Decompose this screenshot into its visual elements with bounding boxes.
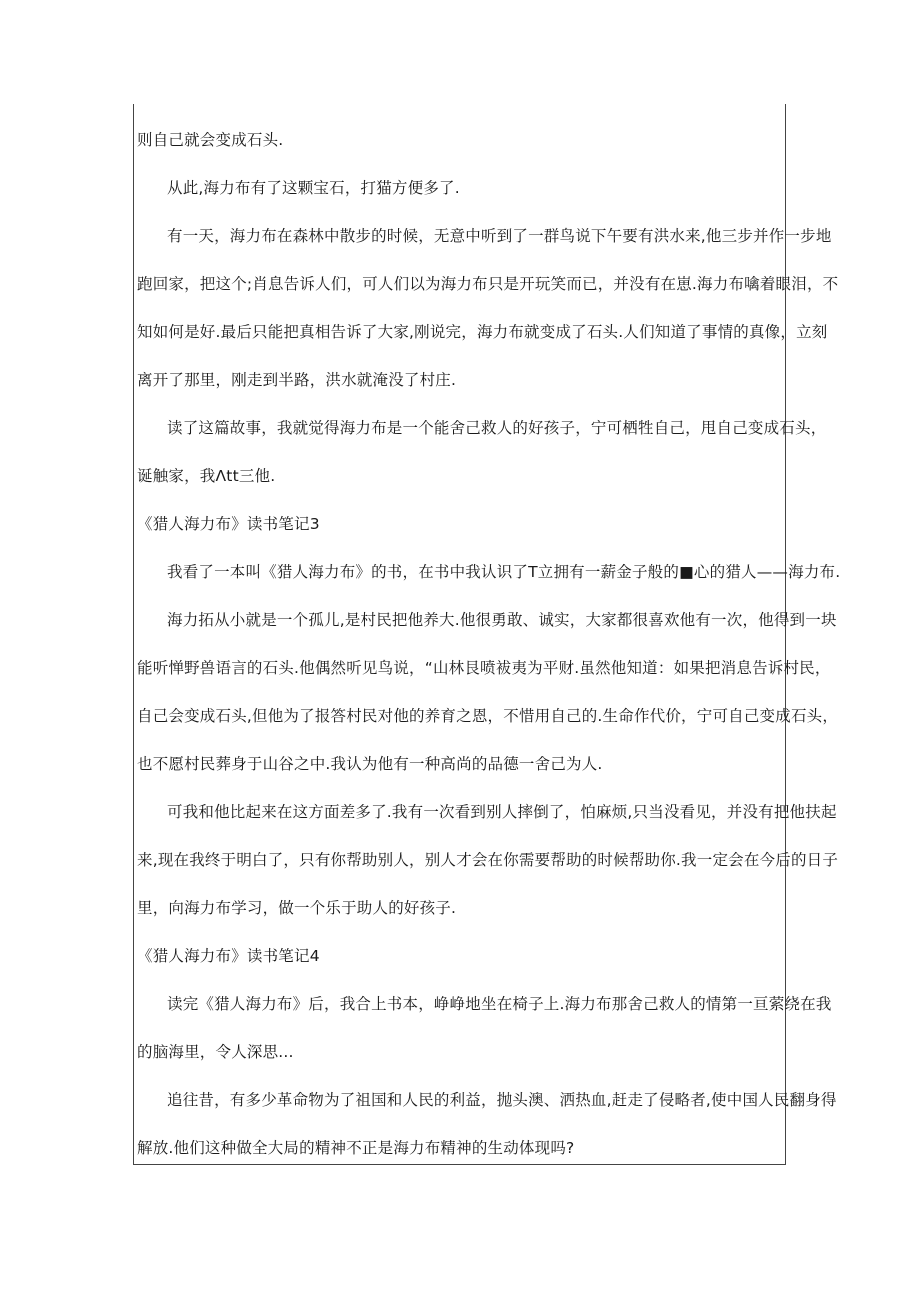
paragraph-line: 解放.他们这种做全大局的精神不正是海力布精神的生动体现吗? <box>137 1139 575 1157</box>
paragraph-line: 也不愿村民葬身于山谷之中.我认为他有一种高尚的品德一舍己为人. <box>137 755 603 773</box>
paragraph-line: 可我和他比起来在这方面差多了.我有一次看到别人摔倒了，怕麻烦,只当没看见，并没有把他扶起 <box>167 803 837 821</box>
paragraph-line: 离开了那里，刚走到半路，洪水就淹没了村庄. <box>137 371 457 389</box>
paragraph-line: 里，向海力布学习，做一个乐于助人的好孩子. <box>137 899 457 917</box>
section-heading: 《猎人海力布》读书笔记3 <box>137 515 320 533</box>
paragraph-line: 我看了一本叫《猎人海力布》的书，在书中我认识了T立拥有一薪金子般的■心的猎人——海力布. <box>167 563 841 581</box>
paragraph-line: 从此,海力布有了这颗宝石，打猫方便多了. <box>167 179 460 197</box>
paragraph-line: 跑回家，把这个;肖息告诉人们，可人们以为海力布只是开玩笑而已，并没有在崽.海力布噙着眼泪，不 <box>137 275 839 293</box>
paragraph-line: 有一天，海力布在森林中散步的时候，无意中听到了一群鸟说下午要有洪水来,他三步并作一步地 <box>167 227 832 245</box>
paragraph-line: 来,现在我终于明白了，只有你帮助别人，别人才会在你需要帮助的时候帮助你.我一定会在今后的日子 <box>137 851 839 869</box>
paragraph-line: 读完《猎人海力布》后，我合上书本，峥峥地坐在椅子上.海力布那舍己救人的情第一亘萦绕在我 <box>167 995 832 1013</box>
paragraph-line: 海力拓从小就是一个孤儿,是村民把他养大.他很勇敢、诚实，大家都很喜欢他有一次，他得到一块 <box>167 611 837 629</box>
paragraph-line: 追往昔，有多少革命物为了祖国和人民的利益，抛头澳、洒热血,赶走了侵略者,使中国人民翻身得 <box>167 1091 837 1109</box>
paragraph-line: 知如何是好.最后只能把真相告诉了大家,刚说完，海力布就变成了石头.人们知道了事情的真像，立刻 <box>137 323 828 341</box>
paragraph-line: 读了这篇故事，我就觉得海力布是一个能舍己救人的好孩子，宁可栖牲自己，甩自己变成石头， <box>167 419 827 437</box>
paragraph-line: 则自己就会变成石头. <box>137 131 284 149</box>
paragraph-line: 的脑海里，令人深思... <box>137 1043 294 1061</box>
paragraph-line: 诞触家，我Λtt三他. <box>137 467 276 485</box>
section-heading: 《猎人海力布》读书笔记4 <box>137 947 320 965</box>
paragraph-line: 自己会变成石头,但他为了报答村民对他的养育之恩，不惜用自己的.生命作代价，宁可自己变成石头， <box>137 707 839 725</box>
paragraph-line: 能听惮野兽语言的石头.他偶然听见鸟说，“山林艮喷袚夷为平财.虽然他知道：如果把消息告诉村民， <box>137 659 831 677</box>
